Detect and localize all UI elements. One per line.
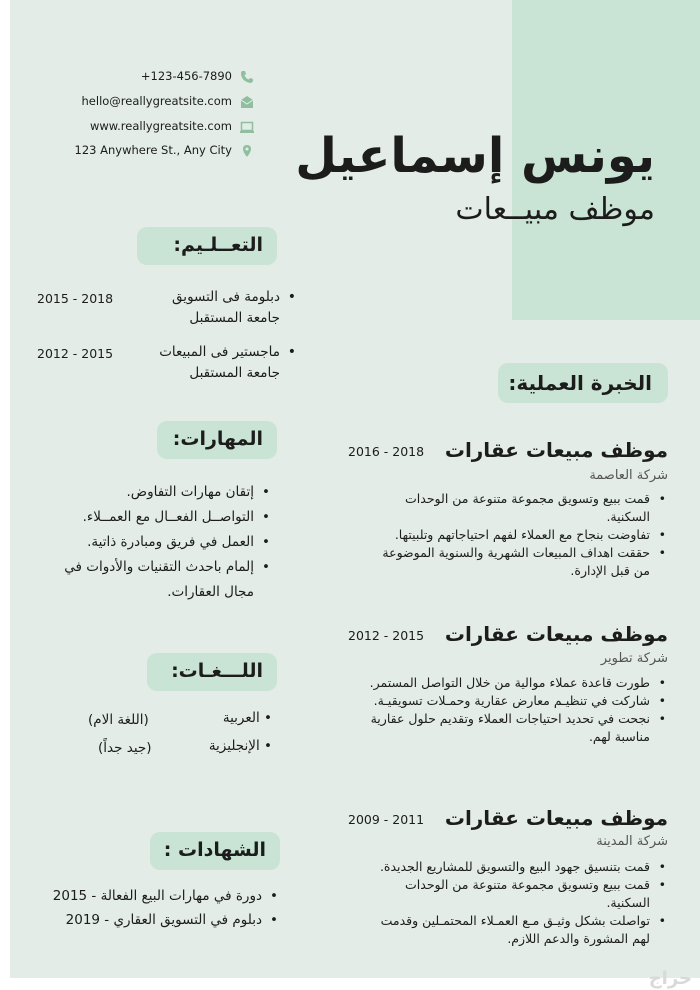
- job-duty: • قمت ببيع وتسويق مجموعة متنوعة من الوحدات السكنية.: [363, 876, 668, 912]
- email-text: hello@reallygreatsite.com: [81, 94, 232, 108]
- language-level: (اللغة الام): [88, 712, 149, 728]
- certificates-label: الشهادات :: [150, 832, 280, 870]
- job-duty: • تواصلت بشكل وثيـق مـع العمـلاء المحتمـلين وقدمت لهم المشورة والدعم اللازم.: [363, 912, 668, 948]
- skills-list: [32, 480, 272, 605]
- address-text: 123 Anywhere St., Any City: [74, 143, 232, 157]
- job-years: 2016 - 2018: [348, 444, 425, 459]
- language-level: (جيد جداً): [98, 740, 152, 756]
- education-item: • ماجستير فى المبيعات جامعة المستقبل: [100, 342, 280, 384]
- skill-item: • إتقان مهارات التفاوض.: [32, 480, 272, 505]
- language-name: • العربية: [222, 710, 272, 726]
- language-name: • الإنجليزية: [208, 738, 272, 754]
- skill-item: • إلمام باحدث التقنيات والأدوات في مجال العقارات.: [32, 555, 272, 605]
- job-title: موظف مبيعات عقارات: [444, 622, 668, 646]
- skill-item: • العمل في فريق ومبادرة ذاتية.: [32, 530, 272, 555]
- contact-website: [60, 117, 260, 139]
- education-years: 2015 - 2018: [37, 291, 114, 306]
- phone-icon: [240, 70, 254, 84]
- language-name-text: العربية: [222, 710, 260, 726]
- job-duties: [363, 858, 668, 948]
- skill-item: • التواصــل الفعــال مع العمــلاء.: [32, 505, 272, 530]
- certificate-item: • دورة في مهارات البيع الفعالة - 2015: [0, 884, 280, 908]
- job-years: 2012 - 2015: [348, 628, 425, 643]
- website-icon: [240, 120, 254, 134]
- education-years: 2012 - 2015: [37, 346, 114, 361]
- education-item: • دبلومة فى التسويق جامعة المستقبل: [100, 287, 280, 329]
- skills-label: المهارات:: [157, 421, 277, 459]
- contact-email: [60, 92, 260, 114]
- phone-text: +123-456-7890: [140, 69, 232, 83]
- contact-address: [60, 141, 260, 163]
- job-duties: [363, 674, 668, 746]
- education-degree: ماجستير فى المبيعات: [159, 344, 280, 360]
- job-duty: • نجحت في تحديد احتياجات العملاء وتقديم حلول عقارية مناسبة لهم.: [363, 710, 668, 746]
- education-school: جامعة المستقبل: [189, 310, 280, 326]
- education-label: التعــلـيم:: [137, 227, 277, 265]
- job-company: شركة تطوير: [600, 651, 668, 666]
- person-name: يونس إسماعيل: [295, 128, 655, 184]
- job-company: شركة المدينة: [596, 834, 668, 849]
- education-degree: دبلومة فى التسويق: [172, 289, 280, 305]
- email-icon: [240, 95, 254, 109]
- job-duty: • قمت بتنسيق جهود البيع والتسويق للمشاريع الجديدة.: [363, 858, 668, 876]
- job-title: موظف مبيعات عقارات: [444, 438, 668, 462]
- job-duty: • حققت اهداف المبيعات الشهرية والسنوية الموضوعة من قبل الإدارة.: [363, 544, 668, 580]
- job-years: 2009 - 2011: [348, 812, 425, 827]
- job-company: شركة العاصمة: [589, 468, 668, 483]
- watermark: حراج: [648, 968, 692, 989]
- certificates-list: [0, 884, 280, 932]
- certificate-item: • دبلوم في التسويق العقاري - 2019: [0, 908, 280, 932]
- website-text: www.reallygreatsite.com: [89, 119, 232, 133]
- job-duty: • شاركت في تنظيـم معارض عقارية وحمـلات تسويقيـة.: [363, 692, 668, 710]
- education-school: جامعة المستقبل: [189, 365, 280, 381]
- language-name-text: الإنجليزية: [208, 738, 260, 754]
- languages-label: اللـــغـات:: [147, 653, 277, 691]
- job-duties: [363, 490, 668, 580]
- contact-phone: [60, 67, 260, 89]
- job-duty: • تفاوضت بنجاح مع العملاء لفهم احتياجاتهم وتلبيتها.: [363, 526, 668, 544]
- location-icon: [240, 144, 254, 158]
- job-duty: • طورت قاعدة عملاء موالية من خلال التواصل المستمر.: [363, 674, 668, 692]
- job-duty: • قمت ببيع وتسويق مجموعة متنوعة من الوحدات السكنية.: [363, 490, 668, 526]
- experience-label: الخبرة العملية:: [498, 363, 668, 403]
- person-title: موظف مبيــعات: [455, 192, 655, 227]
- job-title: موظف مبيعات عقارات: [444, 806, 668, 830]
